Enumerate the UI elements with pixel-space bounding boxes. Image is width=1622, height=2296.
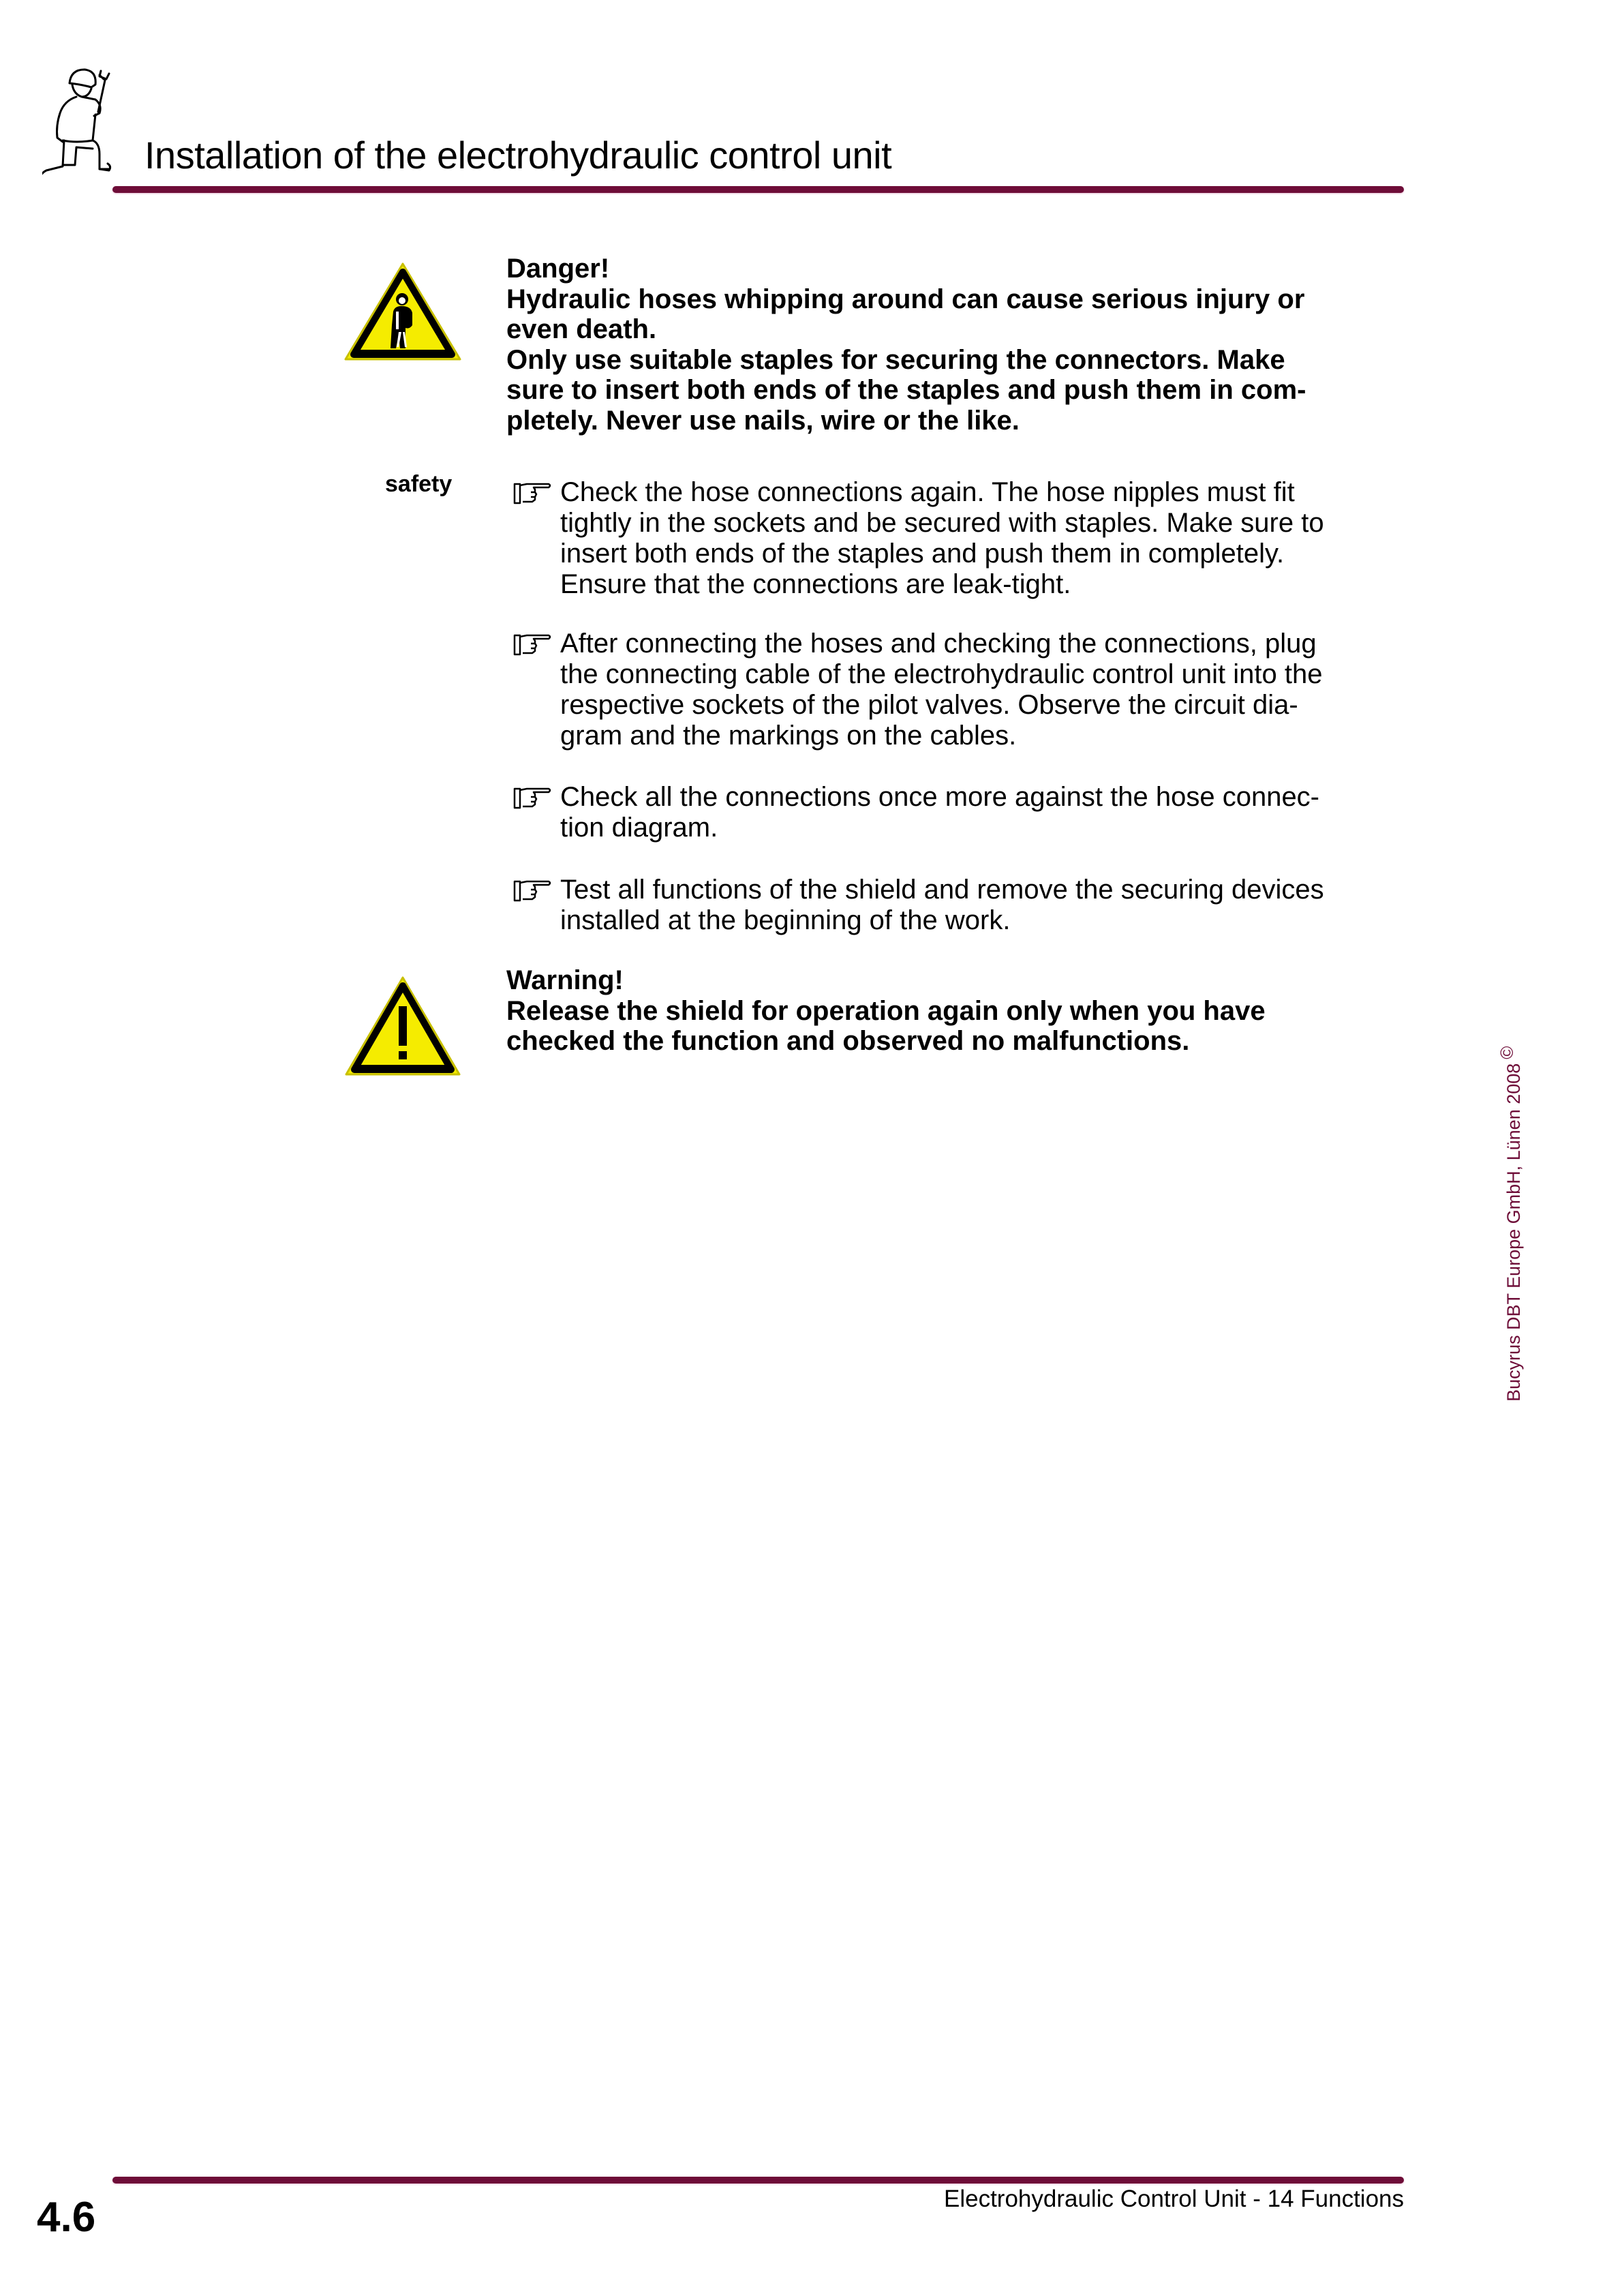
instruction-item (512, 477, 1412, 600)
instruction-line: After connecting the hoses and checking the connections, plug (560, 629, 1317, 659)
danger-notice (506, 254, 1413, 436)
worker-with-wrench-icon (42, 61, 144, 177)
danger-line: even death. (506, 314, 657, 345)
pointing-hand-icon (512, 783, 552, 811)
danger-person-triangle-icon (343, 261, 463, 363)
pointing-hand-icon (512, 876, 552, 903)
instruction-line: insert both ends of the staples and push them in completely. (560, 539, 1285, 569)
danger-heading: Danger! (506, 254, 610, 284)
instruction-line: installed at the beginning of the work. (560, 905, 1011, 935)
danger-line: Hydraulic hoses whipping around can cause serious injury or (506, 284, 1305, 314)
instruction-item (512, 875, 1412, 936)
margin-label-safety: safety (385, 471, 453, 497)
instruction-line: tion diagram. (560, 813, 718, 843)
danger-line: pletely. Never use nails, wire or the like. (506, 405, 1020, 436)
danger-line: Only use suitable staples for securing the connectors. Make (506, 344, 1285, 375)
page-number: 4.6 (37, 2194, 96, 2241)
instruction-line: respective sockets of the pilot valves. Observe the circuit dia- (560, 690, 1298, 720)
instruction-line: the connecting cable of the electrohydraulic control unit into the (560, 659, 1323, 689)
pointing-hand-icon (512, 479, 552, 506)
instruction-item (512, 629, 1412, 751)
instruction-line: Test all functions of the shield and remove the securing devices (560, 875, 1324, 905)
instruction-line: tightly in the sockets and be secured with staples. Make sure to (560, 508, 1324, 538)
header-rule (112, 186, 1404, 193)
instruction-line: Check the hose connections again. The hose nipples must fit (560, 477, 1295, 507)
instruction-line: gram and the markings on the cables. (560, 721, 1017, 751)
copyright-notice (1497, 1046, 1525, 1402)
warning-line: Release the shield for operation again only when you have (506, 995, 1266, 1026)
instruction-line: Check all the connections once more against the hose connec- (560, 782, 1320, 812)
instruction-line: Ensure that the connections are leak-tight. (560, 569, 1071, 599)
footer-title: Electrohydraulic Control Unit - 14 Functions (943, 2186, 1404, 2212)
footer-rule (112, 2177, 1404, 2184)
danger-line: sure to insert both ends of the staples and push them in com- (506, 375, 1306, 406)
copyright-symbol: © (1497, 1046, 1517, 1059)
warning-notice (506, 965, 1413, 1057)
pointing-hand-icon (512, 630, 552, 657)
warning-line: checked the function and observed no malfunctions. (506, 1026, 1190, 1057)
copyright-text: Bucyrus DBT Europe GmbH, Lünen 2008 (1503, 1063, 1524, 1402)
warning-heading: Warning! (506, 965, 624, 995)
instruction-item (512, 782, 1412, 843)
page-title: Installation of the electrohydraulic control unit (144, 134, 892, 177)
warning-exclamation-triangle-icon (343, 975, 462, 1078)
